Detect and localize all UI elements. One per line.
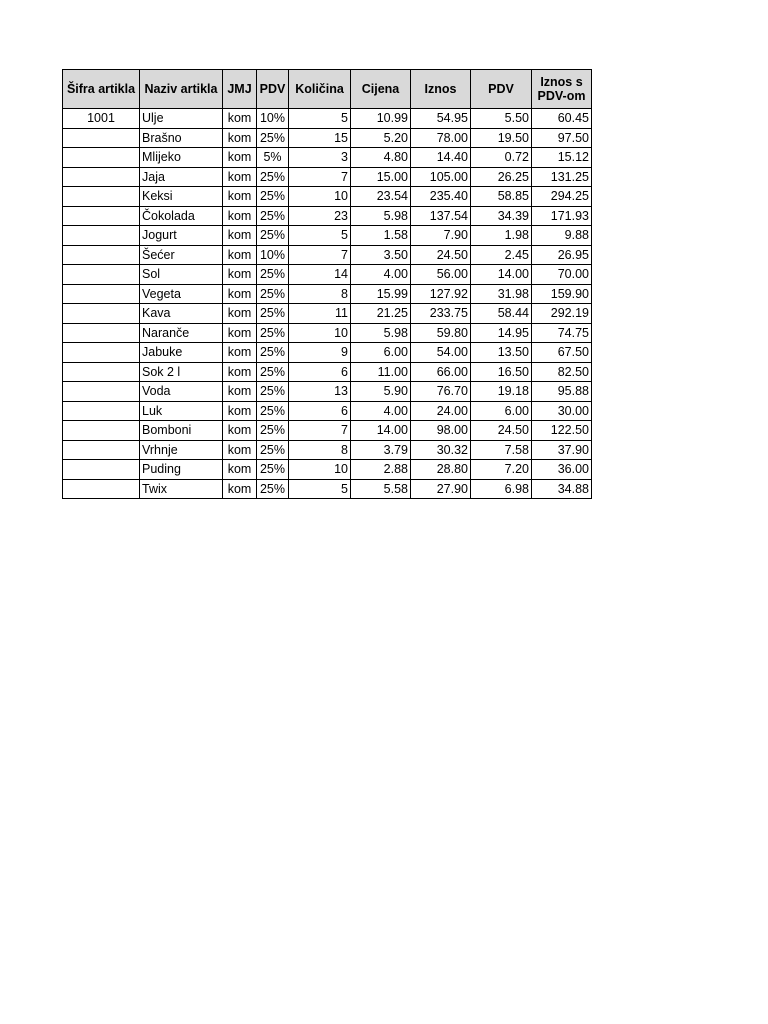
table-row [63, 167, 592, 187]
amount-with-vat-cell: 74.75 [532, 323, 592, 343]
amount-cell: 24.00 [411, 401, 471, 421]
amount-cell: 76.70 [411, 382, 471, 402]
vat-rate-cell: 25% [257, 401, 289, 421]
header-amount-with-vat: Iznos s PDV-om [532, 70, 592, 109]
amount-with-vat-cell: 294.25 [532, 187, 592, 207]
item-code-cell [63, 479, 140, 499]
unit-cell: kom [223, 343, 257, 363]
vat-rate-cell: 25% [257, 128, 289, 148]
item-name-cell: Mlijeko [140, 148, 223, 168]
amount-with-vat-cell: 122.50 [532, 421, 592, 441]
quantity-cell: 6 [289, 401, 351, 421]
quantity-cell: 14 [289, 265, 351, 285]
header-quantity: Količina [289, 70, 351, 109]
vat-rate-cell: 25% [257, 460, 289, 480]
amount-with-vat-cell: 70.00 [532, 265, 592, 285]
unit-cell: kom [223, 284, 257, 304]
item-code-cell [63, 323, 140, 343]
item-name-cell: Šećer [140, 245, 223, 265]
vat-rate-cell: 5% [257, 148, 289, 168]
quantity-cell: 13 [289, 382, 351, 402]
price-cell: 11.00 [351, 362, 411, 382]
item-code-cell [63, 167, 140, 187]
table-row [63, 109, 592, 129]
amount-cell: 233.75 [411, 304, 471, 324]
unit-cell: kom [223, 265, 257, 285]
vat-rate-cell: 10% [257, 109, 289, 129]
vat-rate-cell: 25% [257, 362, 289, 382]
vat-rate-cell: 25% [257, 265, 289, 285]
amount-cell: 14.40 [411, 148, 471, 168]
amount-cell: 54.95 [411, 109, 471, 129]
amount-with-vat-cell: 60.45 [532, 109, 592, 129]
quantity-cell: 10 [289, 460, 351, 480]
table-row [63, 187, 592, 207]
quantity-cell: 7 [289, 421, 351, 441]
amount-with-vat-cell: 171.93 [532, 206, 592, 226]
item-code-cell [63, 304, 140, 324]
unit-cell: kom [223, 109, 257, 129]
amount-cell: 66.00 [411, 362, 471, 382]
vat-amount-cell: 58.85 [471, 187, 532, 207]
item-code-cell [63, 382, 140, 402]
item-name-cell: Luk [140, 401, 223, 421]
unit-cell: kom [223, 362, 257, 382]
table-row [63, 343, 592, 363]
table-row [63, 226, 592, 246]
vat-amount-cell: 24.50 [471, 421, 532, 441]
quantity-cell: 5 [289, 109, 351, 129]
vat-rate-cell: 25% [257, 206, 289, 226]
unit-cell: kom [223, 323, 257, 343]
quantity-cell: 11 [289, 304, 351, 324]
header-item-code: Šifra artikla [63, 70, 140, 109]
amount-cell: 137.54 [411, 206, 471, 226]
vat-amount-cell: 16.50 [471, 362, 532, 382]
item-code-cell [63, 362, 140, 382]
vat-rate-cell: 25% [257, 440, 289, 460]
price-cell: 1.58 [351, 226, 411, 246]
item-name-cell: Jabuke [140, 343, 223, 363]
price-cell: 21.25 [351, 304, 411, 324]
item-code-cell [63, 440, 140, 460]
price-cell: 5.20 [351, 128, 411, 148]
table-row [63, 421, 592, 441]
vat-rate-cell: 25% [257, 479, 289, 499]
vat-rate-cell: 25% [257, 343, 289, 363]
amount-cell: 54.00 [411, 343, 471, 363]
item-code-cell [63, 245, 140, 265]
item-name-cell: Ulje [140, 109, 223, 129]
unit-cell: kom [223, 206, 257, 226]
vat-amount-cell: 26.25 [471, 167, 532, 187]
amount-with-vat-cell: 82.50 [532, 362, 592, 382]
price-cell: 15.99 [351, 284, 411, 304]
vat-amount-cell: 5.50 [471, 109, 532, 129]
table-row [63, 206, 592, 226]
vat-amount-cell: 6.00 [471, 401, 532, 421]
price-cell: 2.88 [351, 460, 411, 480]
quantity-cell: 7 [289, 245, 351, 265]
amount-with-vat-cell: 36.00 [532, 460, 592, 480]
vat-rate-cell: 25% [257, 323, 289, 343]
price-cell: 4.00 [351, 401, 411, 421]
item-code-cell [63, 401, 140, 421]
table-body [63, 109, 592, 499]
price-cell: 5.90 [351, 382, 411, 402]
table-row [63, 460, 592, 480]
amount-with-vat-cell: 30.00 [532, 401, 592, 421]
price-cell: 3.79 [351, 440, 411, 460]
amount-with-vat-cell: 9.88 [532, 226, 592, 246]
item-name-cell: Kava [140, 304, 223, 324]
amount-cell: 56.00 [411, 265, 471, 285]
quantity-cell: 7 [289, 167, 351, 187]
amount-with-vat-cell: 292.19 [532, 304, 592, 324]
header-amount: Iznos [411, 70, 471, 109]
vat-rate-cell: 10% [257, 245, 289, 265]
price-cell: 14.00 [351, 421, 411, 441]
vat-amount-cell: 14.95 [471, 323, 532, 343]
vat-amount-cell: 13.50 [471, 343, 532, 363]
vat-rate-cell: 25% [257, 167, 289, 187]
vat-amount-cell: 19.18 [471, 382, 532, 402]
vat-rate-cell: 25% [257, 284, 289, 304]
quantity-cell: 3 [289, 148, 351, 168]
price-cell: 4.00 [351, 265, 411, 285]
table-row [63, 245, 592, 265]
price-cell: 5.98 [351, 323, 411, 343]
table-row [63, 401, 592, 421]
vat-amount-cell: 0.72 [471, 148, 532, 168]
unit-cell: kom [223, 167, 257, 187]
item-name-cell: Brašno [140, 128, 223, 148]
table-row [63, 128, 592, 148]
item-name-cell: Twix [140, 479, 223, 499]
unit-cell: kom [223, 245, 257, 265]
amount-with-vat-cell: 159.90 [532, 284, 592, 304]
amount-cell: 30.32 [411, 440, 471, 460]
item-code-cell [63, 265, 140, 285]
unit-cell: kom [223, 148, 257, 168]
vat-rate-cell: 25% [257, 226, 289, 246]
unit-cell: kom [223, 421, 257, 441]
quantity-cell: 10 [289, 187, 351, 207]
header-vat-rate: PDV [257, 70, 289, 109]
item-code-cell [63, 343, 140, 363]
vat-amount-cell: 1.98 [471, 226, 532, 246]
vat-rate-cell: 25% [257, 304, 289, 324]
amount-cell: 27.90 [411, 479, 471, 499]
amount-with-vat-cell: 15.12 [532, 148, 592, 168]
quantity-cell: 6 [289, 362, 351, 382]
price-cell: 5.98 [351, 206, 411, 226]
table-header [63, 70, 592, 109]
unit-cell: kom [223, 401, 257, 421]
header-vat-amount: PDV [471, 70, 532, 109]
vat-rate-cell: 25% [257, 421, 289, 441]
unit-cell: kom [223, 479, 257, 499]
amount-cell: 98.00 [411, 421, 471, 441]
table-row [63, 362, 592, 382]
amount-cell: 127.92 [411, 284, 471, 304]
amount-cell: 235.40 [411, 187, 471, 207]
quantity-cell: 5 [289, 226, 351, 246]
item-name-cell: Sol [140, 265, 223, 285]
table-row [63, 479, 592, 499]
table-row [63, 148, 592, 168]
vat-amount-cell: 6.98 [471, 479, 532, 499]
price-cell: 15.00 [351, 167, 411, 187]
item-code-cell [63, 460, 140, 480]
item-code-cell [63, 206, 140, 226]
quantity-cell: 8 [289, 440, 351, 460]
quantity-cell: 5 [289, 479, 351, 499]
amount-with-vat-cell: 97.50 [532, 128, 592, 148]
header-unit: JMJ [223, 70, 257, 109]
item-name-cell: Keksi [140, 187, 223, 207]
item-name-cell: Vegeta [140, 284, 223, 304]
amount-cell: 59.80 [411, 323, 471, 343]
amount-with-vat-cell: 95.88 [532, 382, 592, 402]
item-code-cell [63, 187, 140, 207]
amount-with-vat-cell: 37.90 [532, 440, 592, 460]
vat-amount-cell: 31.98 [471, 284, 532, 304]
table-row [63, 382, 592, 402]
quantity-cell: 9 [289, 343, 351, 363]
amount-cell: 105.00 [411, 167, 471, 187]
table-row [63, 284, 592, 304]
item-code-cell [63, 226, 140, 246]
table-row [63, 304, 592, 324]
vat-amount-cell: 2.45 [471, 245, 532, 265]
vat-amount-cell: 7.20 [471, 460, 532, 480]
amount-with-vat-cell: 34.88 [532, 479, 592, 499]
price-cell: 10.99 [351, 109, 411, 129]
item-name-cell: Jaja [140, 167, 223, 187]
table-row [63, 323, 592, 343]
vat-amount-cell: 7.58 [471, 440, 532, 460]
item-code-cell [63, 421, 140, 441]
item-code-cell [63, 148, 140, 168]
quantity-cell: 10 [289, 323, 351, 343]
item-code-cell: 1001 [63, 109, 140, 129]
header-item-name: Naziv artikla [140, 70, 223, 109]
item-name-cell: Voda [140, 382, 223, 402]
table-row [63, 440, 592, 460]
item-code-cell [63, 128, 140, 148]
quantity-cell: 23 [289, 206, 351, 226]
vat-amount-cell: 19.50 [471, 128, 532, 148]
item-name-cell: Bomboni [140, 421, 223, 441]
item-name-cell: Puding [140, 460, 223, 480]
item-name-cell: Vrhnje [140, 440, 223, 460]
price-cell: 5.58 [351, 479, 411, 499]
price-cell: 3.50 [351, 245, 411, 265]
items-table [62, 69, 592, 499]
unit-cell: kom [223, 226, 257, 246]
item-name-cell: Naranče [140, 323, 223, 343]
amount-cell: 7.90 [411, 226, 471, 246]
vat-amount-cell: 58.44 [471, 304, 532, 324]
amount-cell: 24.50 [411, 245, 471, 265]
unit-cell: kom [223, 440, 257, 460]
vat-rate-cell: 25% [257, 187, 289, 207]
amount-with-vat-cell: 131.25 [532, 167, 592, 187]
price-cell: 6.00 [351, 343, 411, 363]
quantity-cell: 15 [289, 128, 351, 148]
unit-cell: kom [223, 304, 257, 324]
quantity-cell: 8 [289, 284, 351, 304]
unit-cell: kom [223, 382, 257, 402]
vat-rate-cell: 25% [257, 382, 289, 402]
vat-amount-cell: 14.00 [471, 265, 532, 285]
header-price: Cijena [351, 70, 411, 109]
table-row [63, 265, 592, 285]
header-row [63, 70, 592, 109]
unit-cell: kom [223, 460, 257, 480]
item-name-cell: Sok 2 l [140, 362, 223, 382]
vat-amount-cell: 34.39 [471, 206, 532, 226]
item-code-cell [63, 284, 140, 304]
amount-with-vat-cell: 67.50 [532, 343, 592, 363]
amount-cell: 78.00 [411, 128, 471, 148]
item-name-cell: Čokolada [140, 206, 223, 226]
amount-with-vat-cell: 26.95 [532, 245, 592, 265]
amount-cell: 28.80 [411, 460, 471, 480]
unit-cell: kom [223, 128, 257, 148]
price-cell: 4.80 [351, 148, 411, 168]
unit-cell: kom [223, 187, 257, 207]
price-cell: 23.54 [351, 187, 411, 207]
item-name-cell: Jogurt [140, 226, 223, 246]
